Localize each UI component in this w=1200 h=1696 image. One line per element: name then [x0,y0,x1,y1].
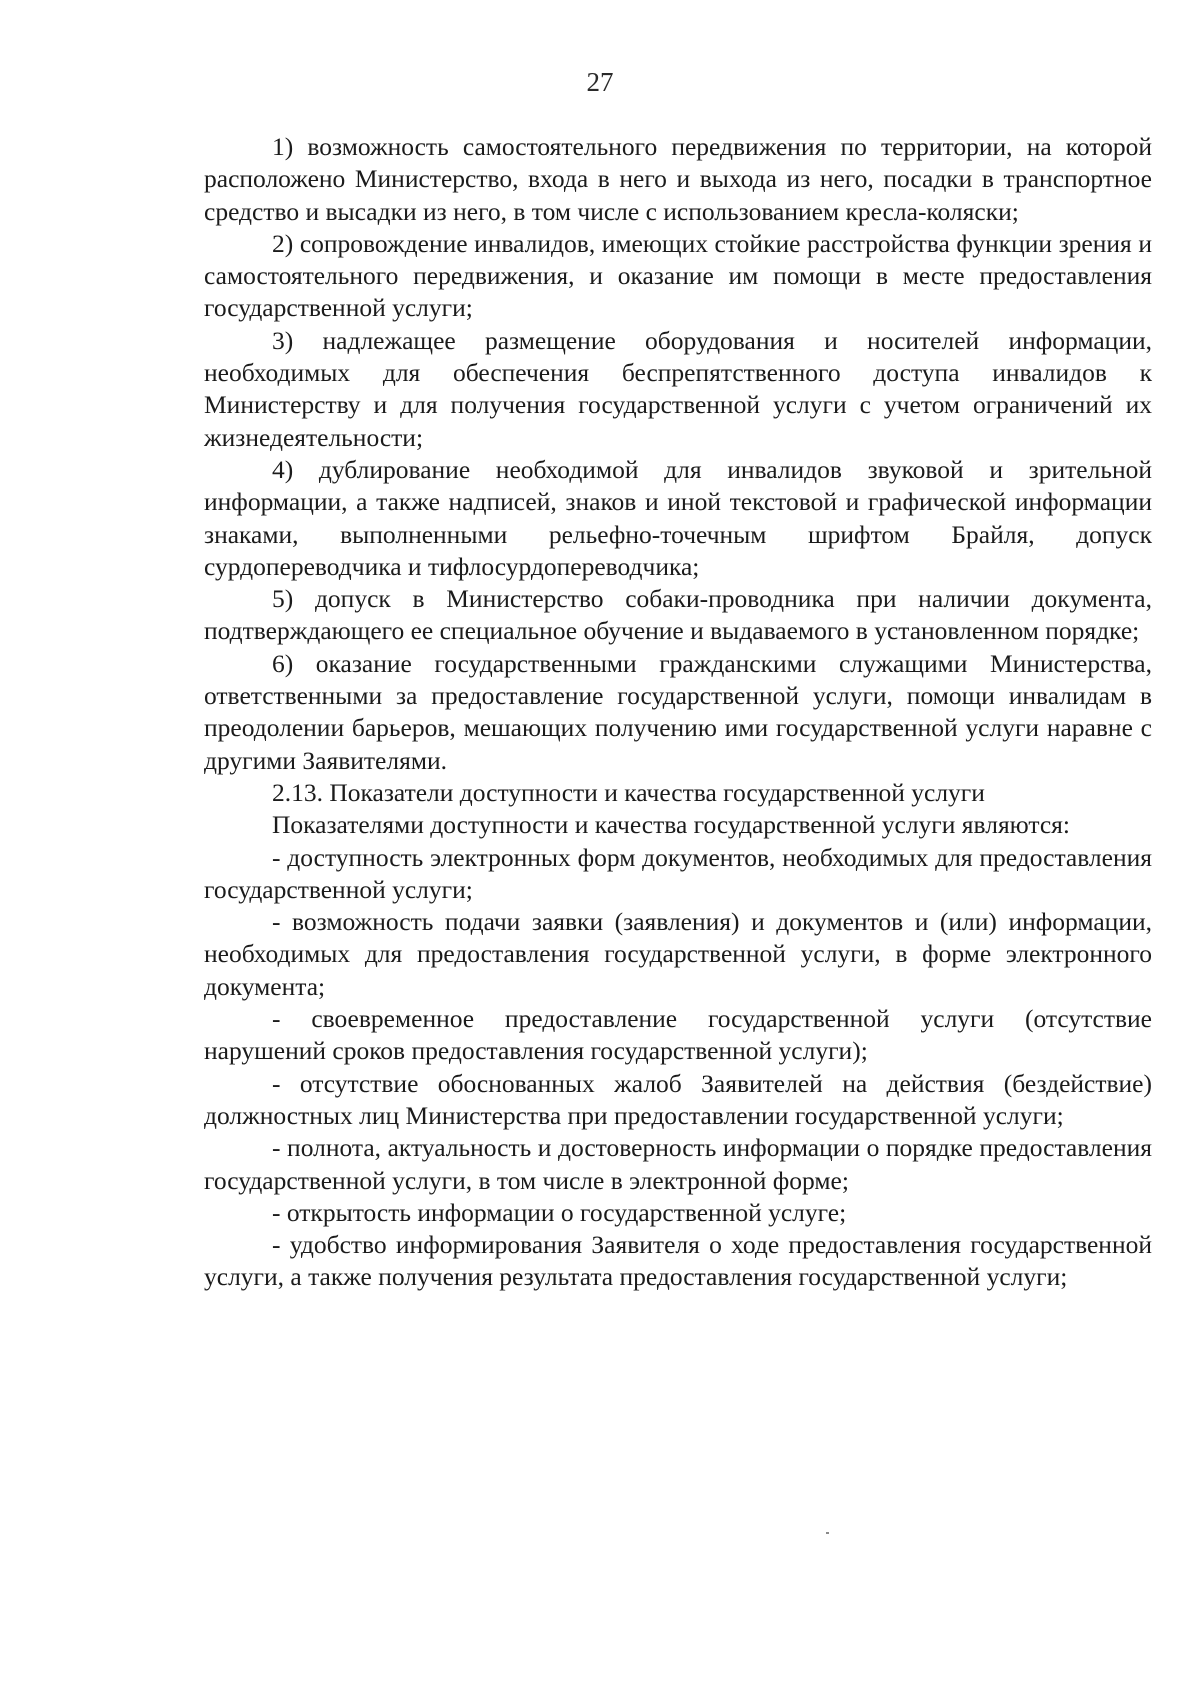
scan-speck [826,1532,829,1534]
paragraph-item-3: 3) надлежащее размещение оборудования и носителей информации, необходимых для обеспечения беспрепятственного доступа инвалидов к Министерству и для получения государственной услуги с учетом ограничений их жизнедеятельности; [204,325,1152,452]
indicator-item: - возможность подачи заявки (заявления) и документов и (или) информации, необходимых для предоставления государственной услуги, в форме электронного документа; [204,907,1152,1001]
indicator-item: - полнота, актуальность и достоверность информации о порядке предоставления государственной услуги, в том числе в электронной форме; [204,1133,1152,1195]
paragraph-item-2: 2) сопровождение инвалидов, имеющих стойкие расстройства функции зрения и самостоятельного передвижения, и оказание им помощи в месте предоставления государственной услуги; [204,228,1152,323]
indicator-item: - доступность электронных форм документов, необходимых для предоставления государственной услуги; [204,842,1152,904]
indicator-item: - удобство информирования Заявителя о ходе предоставления государственной услуги, а также получения результата предоставления государственной услуги; [204,1230,1152,1292]
paragraph-item-4: 4) дублирование необходимой для инвалидов звуковой и зрительной информации, а также надписей, знаков и иной текстовой и графической информации знаками, выполненными рельефно-точечным шрифтом Брайля, допуск сурдопереводчика и тифлосурдопереводчика; [204,454,1152,581]
page-number: 27 [586,67,614,97]
document-body [204,131,1152,1294]
indicator-item: - своевременное предоставление государственной услуги (отсутствие нарушений сроков предоставления государственной услуги); [204,1004,1152,1066]
section-heading: 2.13. Показатели доступности и качества государственной услуги [272,777,985,807]
paragraph-item-6: 6) оказание государственными гражданскими служащими Министерства, ответственными за предоставление государственной услуги, помощи инвалидам в преодолении барьеров, мешающих получению ими государственной услуги наравне с другими Заявителями. [204,648,1152,775]
paragraph-item-5: 5) допуск в Министерство собаки-проводника при наличии документа, подтверждающего ее специальное обучение и выдаваемого в установленном порядке; [204,584,1152,646]
indicator-item: - открытость информации о государственной услуге; [272,1197,847,1227]
paragraph-item-1: 1) возможность самостоятельного передвижения по территории, на которой расположено Министерство, входа в него и выхода из него, посадки в транспортное средство и высадки из него, в том числе с использованием кресла-коляски; [204,132,1152,226]
section-intro: Показателями доступности и качества государственной услуги являются: [272,810,1070,840]
indicator-item: - отсутствие обоснованных жалоб Заявителей на действия (бездействие) должностных лиц Министерства при предоставлении государственной услуги; [204,1068,1152,1130]
